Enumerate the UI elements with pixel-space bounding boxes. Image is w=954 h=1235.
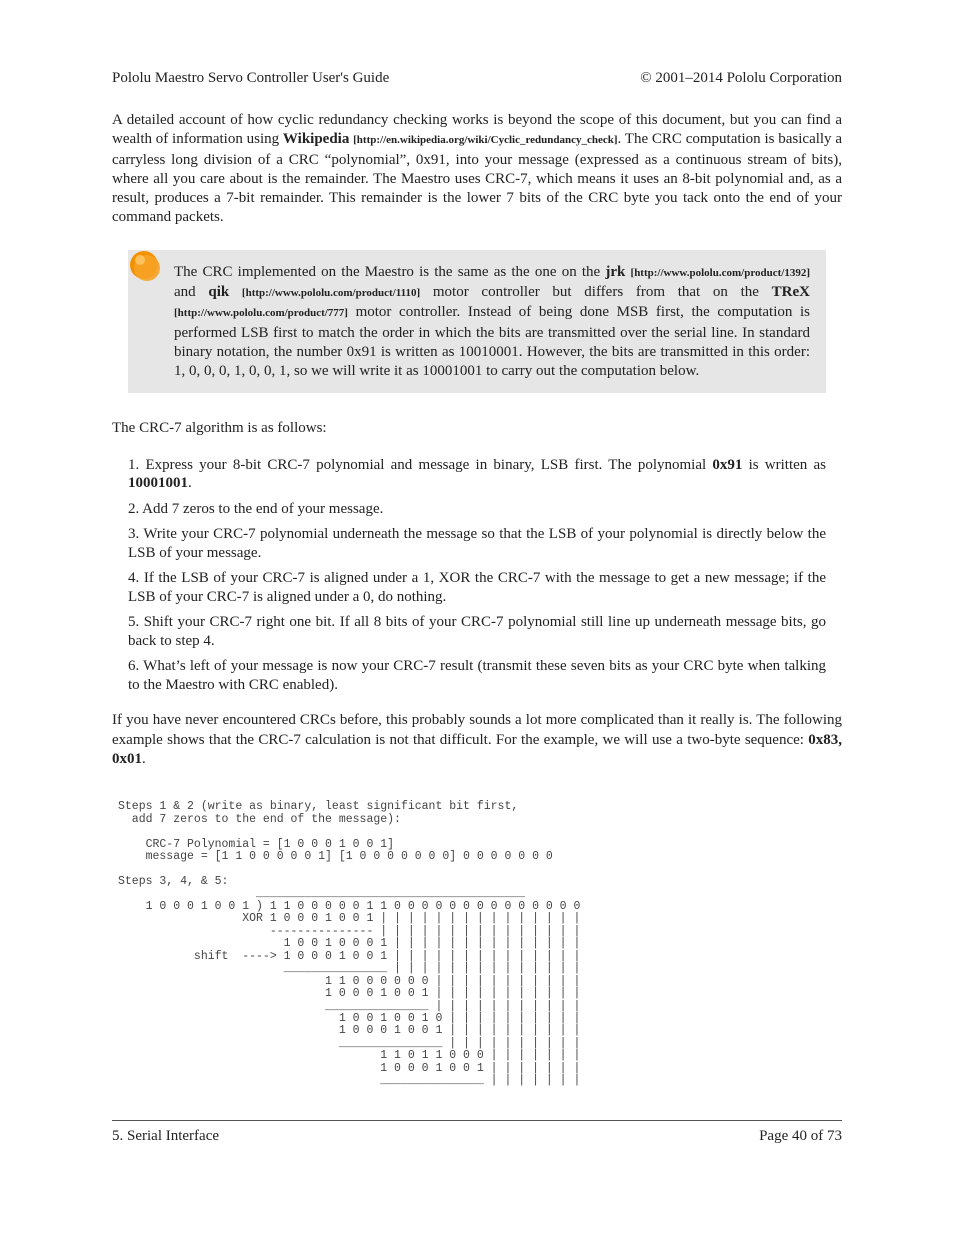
list-item: 4. If the LSB of your CRC-7 is aligned under a 1, XOR the CRC-7 with the message to get a new message; if the LSB of your CRC-7 is aligned under a 0, do nothing. [128, 570, 826, 605]
page-number: Page 40 of 73 [759, 1128, 842, 1144]
lightbulb-icon [129, 250, 161, 284]
wikipedia-link[interactable]: Wikipedia [282, 131, 350, 148]
crc-example-code: Steps 1 & 2 (write as binary, least significant bit first, add 7 zeros to the end of the message): CRC-7 Polynomial = [1 0 0 0 1 0 0 1] message = [1 1 0 0 0 0 0 1] [1 0 0 0 0 0 0 0] 0 0 0 0 0 0 0 Steps 3, 4, & 5: _______________________________________ 1 0 0 0 1 0 0 1 ) 1 1 0 0 0 0 0 1 1 0 0 0 0 0 0 0 0 0 0 0 0 0 0 XOR 1 0 0 0 1 0 0 1 | | | | | | | | | | | | | | | --------------- | | | | | | | | | | | | | | | 1 0 0 1 0 0 0 1 | | | | | | | | | | | | | | shift ----> 1 0 0 0 1 0 0 1 | | | | | | | | | | | | | | _______________ | | | | | | | | | | | | | | 1 1 0 0 0 0 0 0 | | | | | | | | | | | 1 0 0 0 1 0 0 1 | | | | | | | | | | | _______________ | | | | | | | | | | | 1 0 0 1 0 0 1 0 | | | | | | | | | | 1 0 0 0 1 0 0 1 | | | | | | | | | | _______________ | | | | | | | | | | 1 1 0 1 1 0 0 0 | | | | | | | 1 0 0 0 1 0 0 1 | | | | | | | _______________ | | | | | | | [118, 800, 581, 1088]
jrk-link[interactable]: jrk [605, 263, 626, 280]
page-footer [112, 1120, 842, 1145]
copyright: © 2001–2014 Pololu Corporation [640, 70, 842, 86]
algorithm-steps [128, 456, 826, 695]
qik-url[interactable]: [http://www.pololu.com/product/1110] [241, 287, 421, 300]
note-text: The CRC implemented on the Maestro is the same as the one on the jrk [http://www.pololu.com/product/1392] and qik [http://www.pololu.com/product/1110] motor controller but differs from that on the TReX [http://www.pololu.com/product/777] motor controller. Instead of being done MSB first, the computation is performed LSB first to match the order in which the bits are transmitted over the serial line. In standard binary notation, the number 0x91 is written as 10010001. However, the bits are transmitted in this order: 1, 0, 0, 0, 1, 0, 0, 1, so we will write it as 10001001 to carry out the computation below. [174, 263, 811, 380]
qik-link[interactable]: qik [208, 284, 230, 301]
example-sequence: 0x83, 0x01 [112, 731, 842, 767]
list-item: 5. Shift your CRC-7 right one bit. If all 8 bits of your CRC-7 polynomial still line up underneath message bits, go back to step 4. [128, 614, 826, 649]
section-name: 5. Serial Interface [112, 1128, 220, 1144]
list-item: 1. Express your 8-bit CRC-7 polynomial and message in binary, LSB first. The polynomial 0x91 is written as 10001001. [128, 456, 826, 492]
trex-url[interactable]: [http://www.pololu.com/product/777] [174, 307, 348, 320]
algorithm-intro: The CRC-7 algorithm is as follows: [112, 419, 327, 436]
page-header [112, 70, 842, 87]
jrk-url[interactable]: [http://www.pololu.com/product/1392] [630, 266, 811, 279]
intro-paragraph: A detailed account of how cyclic redundancy checking works is beyond the scope of this document, but you can find a wealth of information using Wikipedia [http://en.wikipedia.org/wiki/Cyclic_redundancy_check]. The CRC computation is basically a carryless long division of a CRC “polynomial”, 0x91, into your message (expressed as a continuous stream of bits), where all you care about is the remainder. The Maestro uses CRC-7, which means it uses an 8-bit polynomial and, as a result, produces a 7-bit remainder. This remainder is the lower 7 bits of the CRC byte you tack onto the end of your command packets. [112, 112, 842, 226]
document-title: Pololu Maestro Servo Controller User's Guide [112, 70, 390, 86]
example-paragraph: If you have never encountered CRCs before, this probably sounds a lot more complicated than it really is. The following example shows that the CRC-7 calculation is not that difficult. For the example, we will use a two-byte sequence: 0x83, 0x01. [112, 712, 842, 767]
list-item: 2. Add 7 zeros to the end of your message. [128, 500, 384, 517]
note-box [128, 250, 826, 393]
page-content [112, 111, 842, 1088]
trex-link[interactable]: TReX [771, 284, 810, 301]
list-item: 6. What’s left of your message is now your CRC-7 result (transmit these seven bits as your CRC byte when talking to the Maestro with CRC enabled). [128, 658, 826, 693]
wikipedia-url[interactable]: [http://en.wikipedia.org/wiki/Cyclic_redundancy_check] [353, 134, 618, 147]
list-item: 3. Write your CRC-7 polynomial underneath the message so that the LSB of your polynomial is directly below the LSB of your message. [128, 526, 826, 561]
